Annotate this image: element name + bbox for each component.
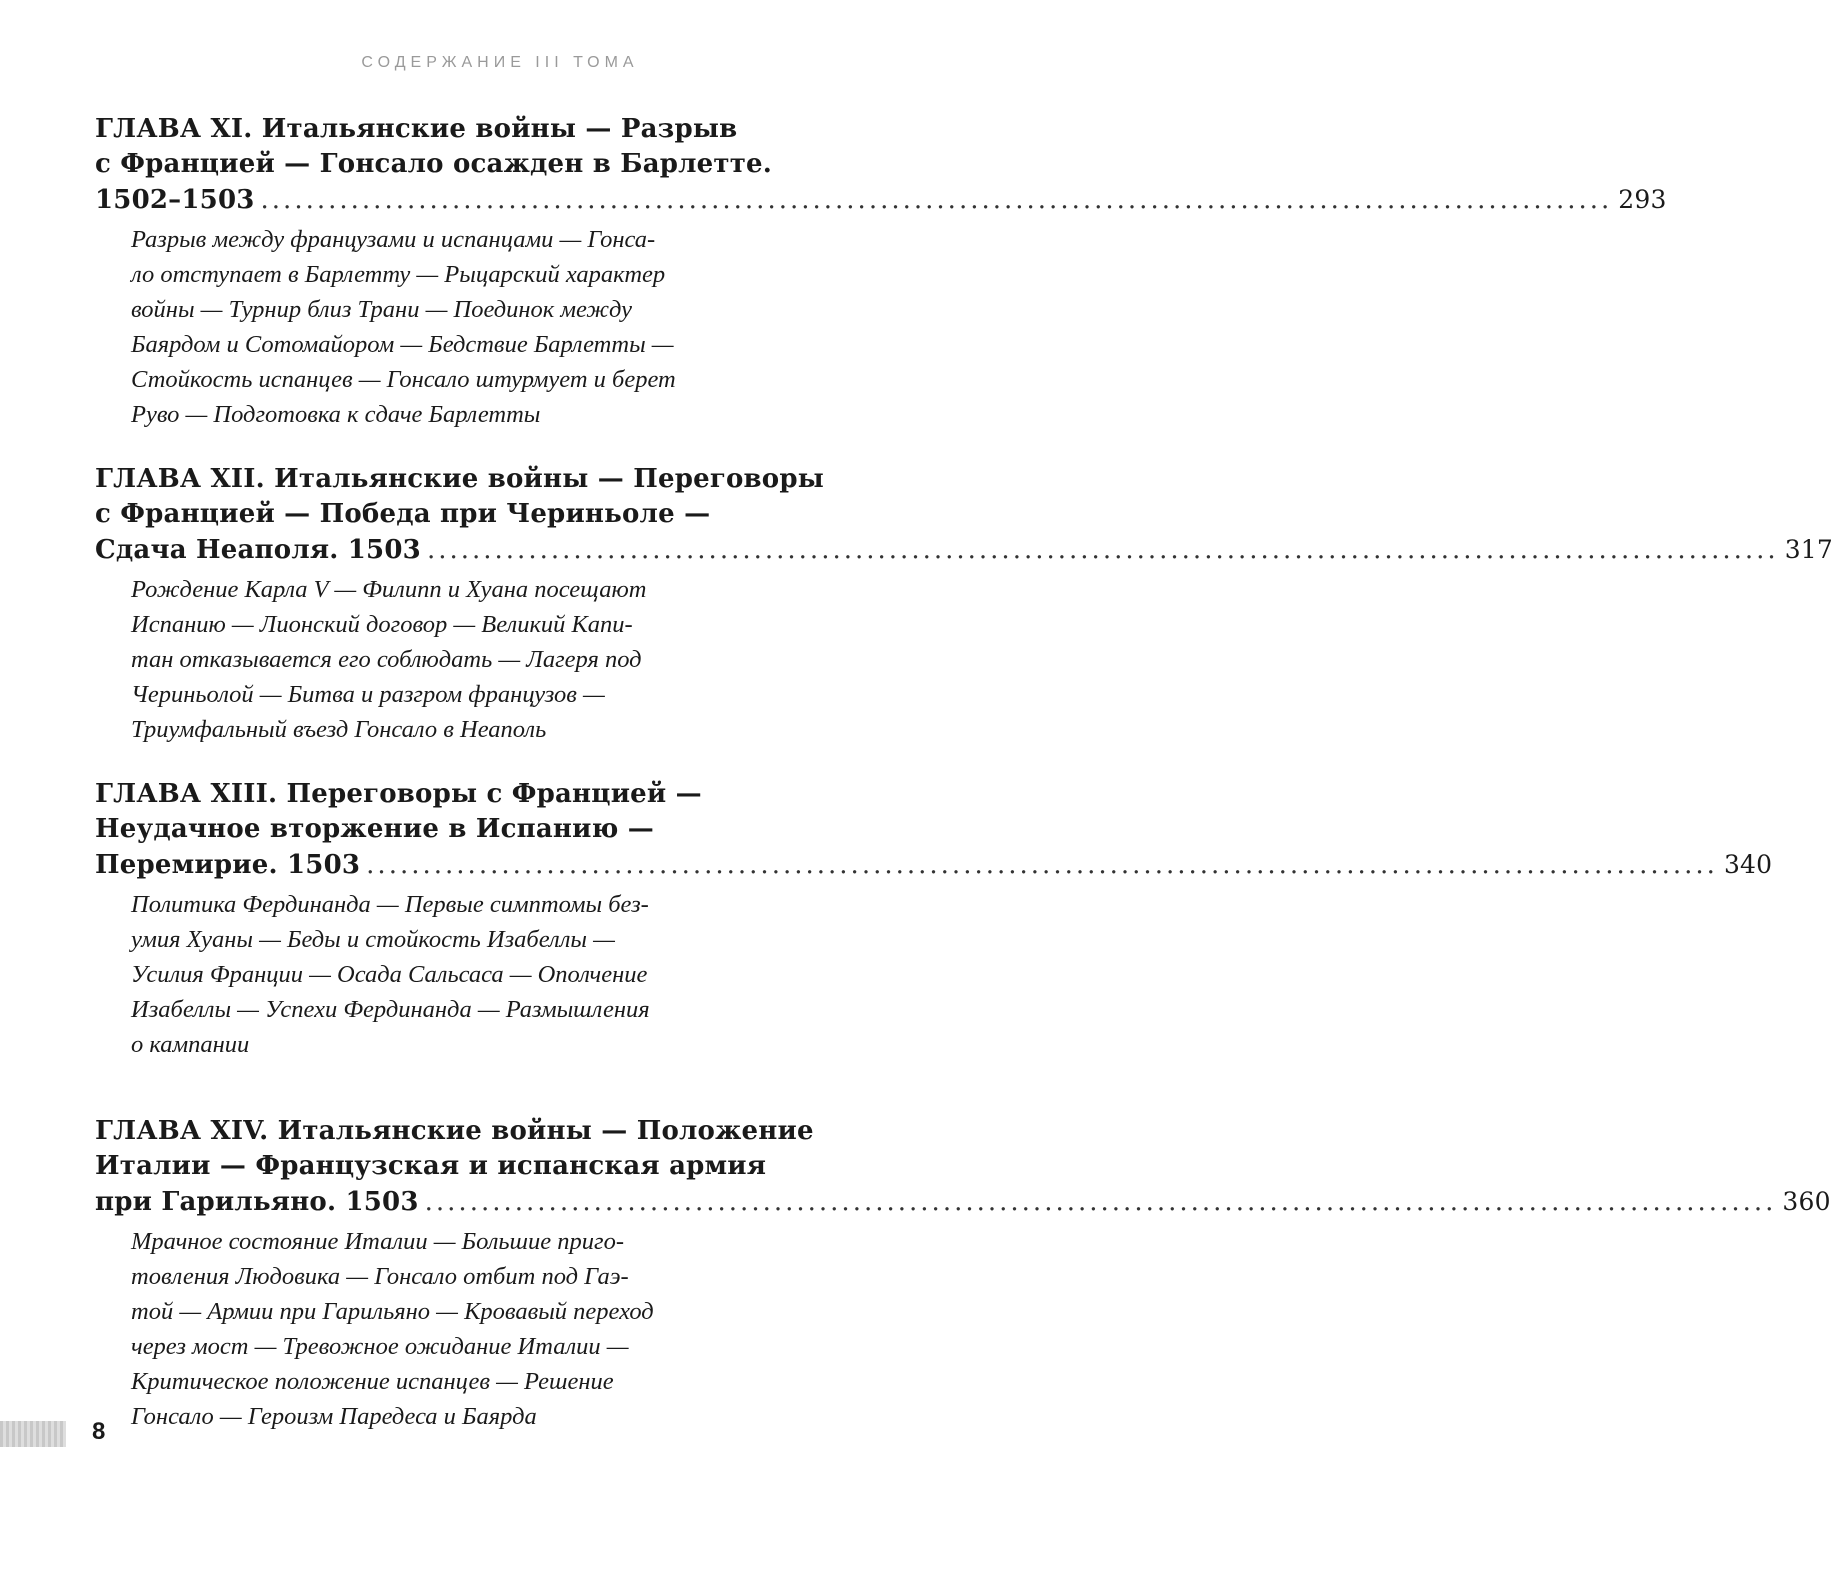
- heading-line: ГЛАВА XIII. Переговоры с Францией —: [95, 779, 702, 809]
- summary-line: Руво — Подготовка к сдаче Барлетты: [131, 401, 541, 428]
- summary-line: войны — Турнир близ Трани — Поединок между: [131, 296, 632, 323]
- summary-line: Разрыв между французами и испанцами — Гонса-: [131, 226, 656, 253]
- summary-line: Изабеллы — Успехи Фердинанда — Размышления: [131, 996, 650, 1023]
- summary-line: Гонсало — Героизм Паредеса и Баярда: [131, 1403, 537, 1430]
- summary-line: тан отказывается его соблюдать — Лагеря под: [131, 646, 642, 673]
- toc-entry-chapter-14: [95, 1114, 1831, 1434]
- summary-line: Триумфальный въезд Гонсало в Неаполь: [131, 716, 547, 743]
- dot-leader: ........................................................................................................................: [260, 185, 1613, 215]
- heading-line: Италии — Французская и испанская армия: [95, 1151, 767, 1181]
- summary-line: Критическое положение испанцев — Решение: [131, 1368, 614, 1395]
- heading-line: Неудачное вторжение в Испанию —: [95, 814, 654, 844]
- summary-line: Политика Фердинанда — Первые симптомы без-: [131, 891, 649, 918]
- heading-last-line: [95, 1184, 1831, 1220]
- toc-entry-chapter-13: [95, 777, 1773, 1062]
- heading-last-line: [95, 847, 1773, 883]
- folio-page-number: 8: [92, 1418, 106, 1445]
- heading-years: Перемирие. 1503: [95, 850, 361, 880]
- page-edge-marker: [0, 1421, 66, 1447]
- heading-line: ГЛАВА XII. Итальянские войны — Переговоры: [95, 464, 824, 494]
- heading-years: Сдача Неаполя. 1503: [95, 535, 421, 565]
- heading-years: при Гарильяно. 1503: [95, 1187, 419, 1217]
- chapter-heading: [95, 462, 1833, 568]
- heading-last-line: [95, 532, 1833, 568]
- heading-line: с Францией — Гонсало осажден в Барлетте.: [95, 149, 773, 179]
- chapter-summary: [131, 572, 831, 747]
- summary-line: через мост — Тревожное ожидание Италии —: [131, 1333, 629, 1360]
- page-number: 340: [1723, 850, 1773, 879]
- heading-years: 1502–1503: [95, 185, 255, 215]
- summary-line: о кампании: [131, 1031, 250, 1058]
- summary-line: Испанию — Лионский договор — Великий Капи-: [131, 611, 633, 638]
- heading-last-line: [95, 182, 1667, 218]
- page-number: 293: [1618, 185, 1667, 214]
- dot-leader: ........................................................................................................................: [426, 535, 1779, 565]
- summary-line: Баярдом и Сотомайором — Бедствие Барлетты —: [131, 331, 674, 358]
- heading-line: с Францией — Победа при Чериньоле —: [95, 499, 711, 529]
- chapter-heading: [95, 777, 1773, 883]
- chapter-summary: [131, 887, 831, 1062]
- summary-line: товления Людовика — Гонсало отбит под Гаэ-: [131, 1263, 629, 1290]
- running-head: СОДЕРЖАНИЕ III ТОМА: [361, 54, 639, 71]
- summary-line: Чериньолой — Битва и разгром французов —: [131, 681, 605, 708]
- summary-line: Мрачное состояние Италии — Большие приго-: [131, 1228, 625, 1255]
- toc-entry-chapter-12: [95, 462, 1833, 747]
- summary-line: Усилия Франции — Осада Сальсаса — Ополчение: [131, 961, 648, 988]
- summary-line: ло отступает в Барлетту — Рыцарский характер: [131, 261, 666, 288]
- heading-line: ГЛАВА XIV. Итальянские войны — Положение: [95, 1116, 814, 1146]
- chapter-heading: [95, 112, 1667, 218]
- chapter-summary: [131, 222, 831, 432]
- summary-line: умия Хуаны — Беды и стойкость Изабеллы —: [131, 926, 615, 953]
- summary-line: Стойкость испанцев — Гонсало штурмует и берет: [131, 366, 676, 393]
- dot-leader: ........................................................................................................................: [366, 850, 1718, 880]
- summary-line: той — Армии при Гарильяно — Кровавый переход: [131, 1298, 654, 1325]
- chapter-summary: [131, 1224, 831, 1434]
- summary-line: Рождение Карла V — Филипп и Хуана посещают: [131, 576, 647, 603]
- table-of-contents: [95, 112, 1833, 1434]
- page-number: 360: [1782, 1187, 1831, 1216]
- chapter-heading: [95, 1114, 1831, 1220]
- toc-entry-chapter-11: [95, 112, 1667, 432]
- page-number: 317: [1784, 535, 1833, 564]
- heading-line: ГЛАВА XI. Итальянские войны — Разрыв: [95, 114, 738, 144]
- dot-leader: ........................................................................................................................: [424, 1187, 1777, 1217]
